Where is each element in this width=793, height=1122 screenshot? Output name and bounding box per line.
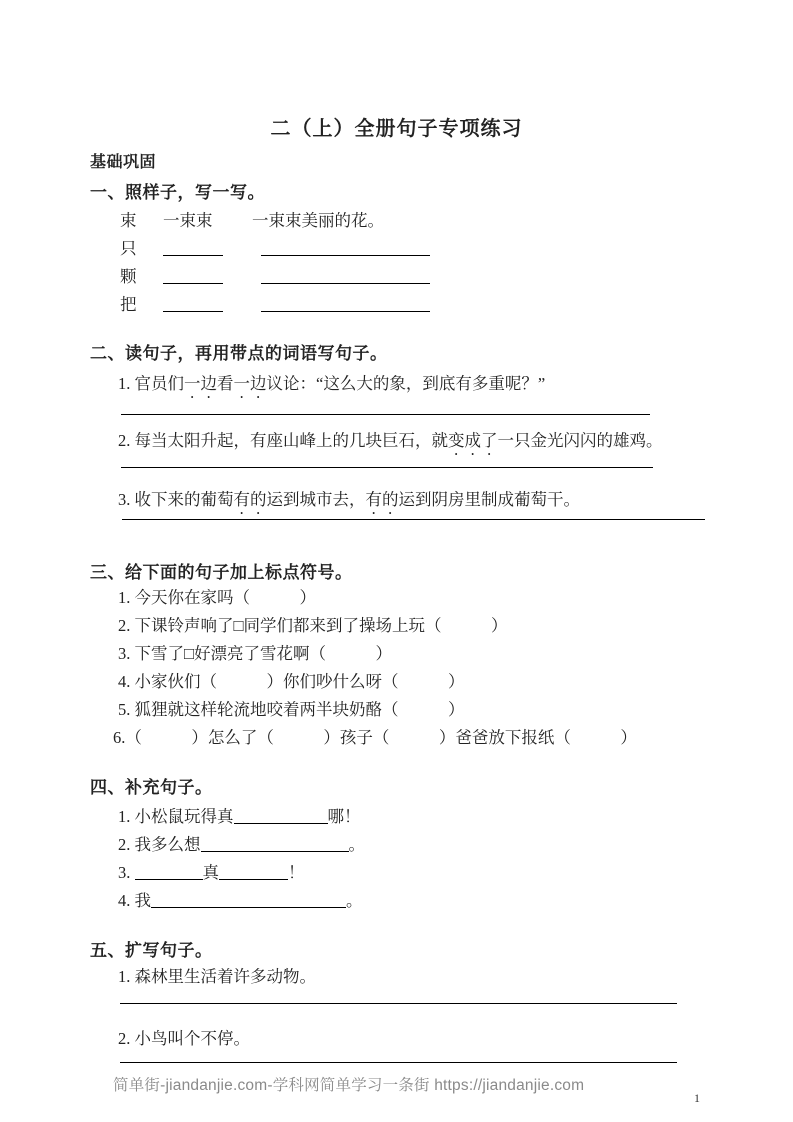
exercise1-row [120,235,430,259]
sentence-item [118,486,580,518]
answer-line [121,467,653,468]
text-segment: 运到阴房里制成葡萄干。 [398,490,580,509]
text-segment: 真 [202,863,219,882]
sentence-item [118,370,545,402]
exercise4-heading: 四、补充句子。 [90,778,213,797]
emphasized-text: 变成了 [448,431,498,450]
page-title: 二（上）全册句子专项练习 [270,118,523,140]
answer-blank [151,890,346,908]
text-segment: 哪！ [327,807,361,826]
answer-line [121,414,650,415]
completion-item [118,859,305,883]
example-reduplication: 一束束 [163,211,213,230]
sentence-item [118,427,663,459]
expansion-item: 2. 小鸟叫个不停。 [118,1029,250,1048]
emphasized-text: 一边 [184,374,217,393]
emphasized-text: 有的 [233,490,267,509]
answer-blank [261,294,430,312]
answer-blank [201,834,349,852]
answer-blank [163,266,223,284]
completion-item [118,887,363,911]
text-segment: 1. 官员们 [118,374,184,393]
punctuation-item: 5. 狐狸就这样轮流地咬着两半块奶酪（ ） [118,700,465,719]
answer-blank [234,806,328,824]
answer-blank [135,862,203,880]
answer-blank [261,238,430,256]
text-segment: 3. 收下来的葡萄 [118,490,234,509]
text-segment: 3. [118,863,135,882]
example-phrase: 一束束美丽的花。 [252,211,384,230]
text-segment: ！ [288,863,305,882]
answer-line [122,519,705,520]
text-segment: 1. 小松鼠玩得真 [118,807,234,826]
exercise1-row [120,291,430,315]
answer-line [120,1062,677,1063]
text-segment: 2. 我多么想 [118,835,201,854]
measure-word: 颗 [120,267,137,286]
exercise2-heading: 二、读句子，再用带点的词语写句子。 [90,344,388,363]
punctuation-item: 2. 下课铃声响了□同学们都来到了操场上玩（ ） [118,616,508,635]
answer-blank [219,862,288,880]
punctuation-item: 1. 今天你在家吗（ ） [118,588,316,607]
exercise1-row [120,263,430,287]
text-segment: 2. 每当太阳升起，有座山峰上的几块巨石，就 [118,431,448,450]
measure-word: 把 [120,295,137,314]
punctuation-item: 4. 小家伙们（ ）你们吵什么呀（ ） [118,672,465,691]
exercise1-example-row [120,207,384,231]
exercise3-heading: 三、给下面的句子加上标点符号。 [90,563,353,582]
section-label: 基础巩固 [90,154,157,171]
exercise5-heading: 五、扩写句子。 [90,941,213,960]
exercise1-heading: 一、照样子，写一写。 [90,183,265,202]
answer-blank [163,294,223,312]
text-segment: 看 [217,374,234,393]
answer-blank [163,238,223,256]
punctuation-item: 6.（ ）怎么了（ ）孩子（ ）爸爸放下报纸（ ） [113,728,637,747]
text-segment: 4. 我 [118,891,151,910]
page-number: 1 [694,1091,700,1105]
completion-item [118,803,361,827]
text-segment: 。 [348,835,365,854]
example-measure-word: 束 [120,211,137,230]
punctuation-item: 3. 下雪了□好漂亮了雪花啊（ ） [118,644,392,663]
text-segment: 运到城市去， [266,490,366,509]
emphasized-text: 有的 [365,490,399,509]
expansion-item: 1. 森林里生活着许多动物。 [118,967,316,986]
answer-blank [261,266,430,284]
completion-item [118,831,365,855]
text-segment: 议论：“这么大的象，到底有多重呢？” [266,374,546,393]
measure-word: 只 [120,239,137,258]
emphasized-text: 一边 [233,374,267,393]
footer-watermark: 简单街-jiandanjie.com-学科网简单学习一条街 https://jiandanjie.com [113,1077,585,1094]
text-segment: 。 [346,891,363,910]
answer-line [120,1003,677,1004]
text-segment: 一只金光闪闪的雄鸡。 [497,431,663,450]
